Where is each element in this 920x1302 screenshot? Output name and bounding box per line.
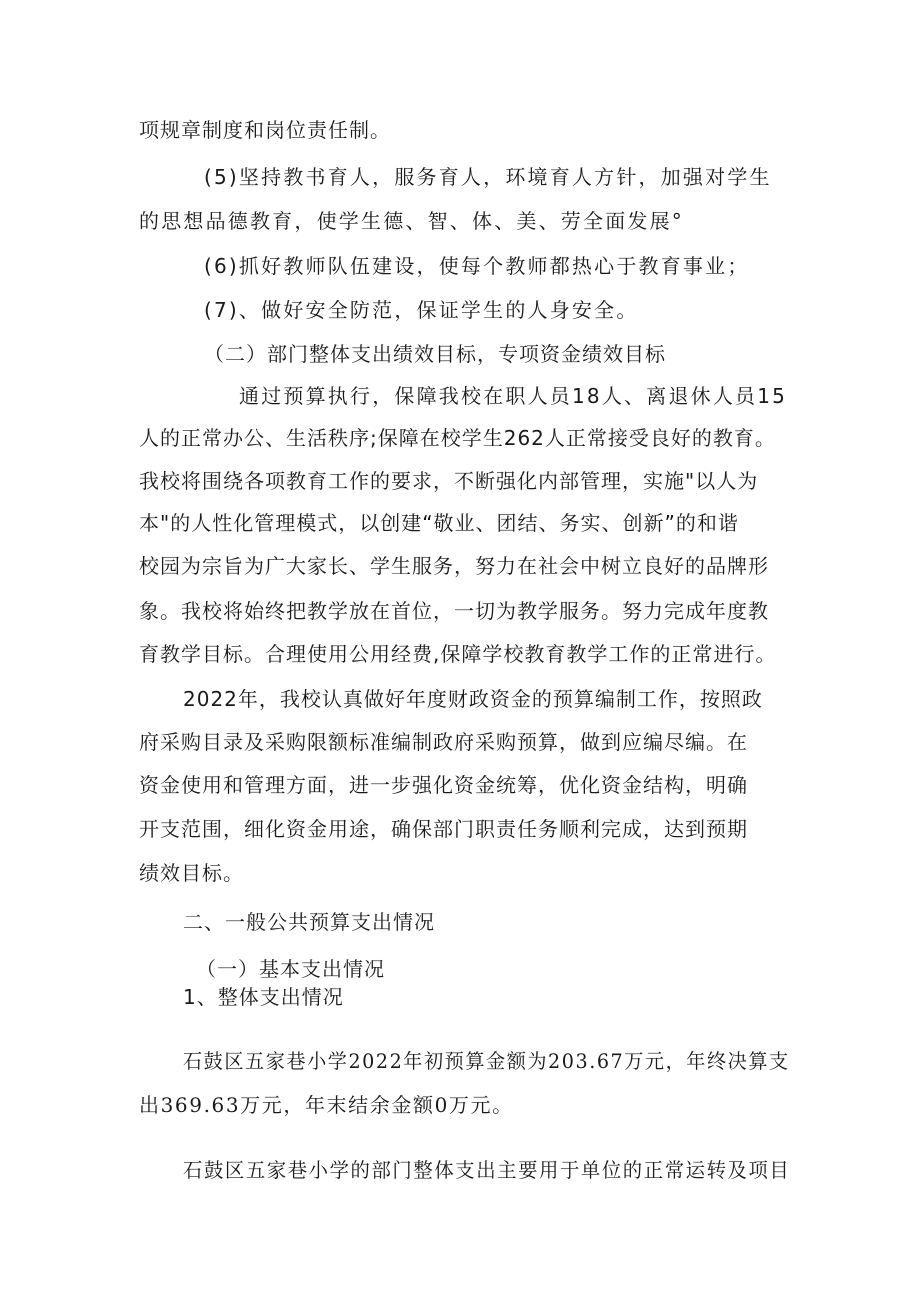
paragraph-line: 资金使用和管理方面，进一步强化资金统筹，优化资金结构，明确 [139, 773, 748, 797]
paragraph-line: 校园为宗旨为广大家长、学生服务，努力在社会中树立良好的品牌形 [139, 554, 769, 578]
paragraph-line: 府采购目录及采购限额标准编制政府采购预算，做到应编尽编。在 [139, 730, 748, 754]
paragraph-line: 绩效目标。 [139, 861, 244, 885]
paragraph-line: 的思想品德教育，使学生德、智、体、美、劳全面发展° [139, 209, 684, 233]
paragraph-line: 开支范围，细化资金用途，确保部门职责任务顺利完成，达到预期 [139, 817, 748, 841]
paragraph-line: 石鼓区五家巷小学的部门整体支出主要用于单位的正常运转及项目 [183, 1158, 791, 1182]
section-heading-general-budget: 二、一般公共预算支出情况 [183, 910, 435, 934]
paragraph-line: 石鼓区五家巷小学2022年初预算金额为203.67万元，年终决算支 [183, 1049, 790, 1073]
paragraph-line: 出369.63万元，年末结余金额0万元。 [139, 1093, 514, 1117]
paragraph-line: 育教学目标。合理使用公用经费,保障学校教育教学工作的正常进行。 [139, 642, 777, 666]
list-item-6: (6)抓好教师队伍建设，使每个教师都热心于教育事业； [204, 254, 750, 278]
subsection-heading-basic-expenditure: （一）基本支出情况 [196, 957, 385, 981]
paragraph-line: 项规章制度和岗位责任制。 [139, 118, 391, 142]
list-item-7: (7)、做好安全防范，保证学生的人身安全。 [204, 298, 639, 322]
paragraph-line: 我校将围绕各项教育工作的要求，不断强化内部管理，实施"以人为 [139, 469, 759, 493]
paragraph-line: 象。我校将始终把教学放在首位，一切为教学服务。努力完成年度教 [139, 599, 769, 623]
list-item-5: (5)坚持教书育人，服务育人，环境育人方针，加强对学生 [204, 165, 772, 189]
paragraph-line: 2022年，我校认真做好年度财政资金的预算编制工作，按照政 [183, 687, 763, 711]
paragraph-line: 通过预算执行，保障我校在职人员18人、离退休人员15 [239, 384, 788, 408]
subsection-heading-performance-goals: （二）部门整体支出绩效目标，专项资金绩效目标 [204, 342, 666, 366]
item-heading-overall-expenditure: 1、整体支出情况 [183, 985, 344, 1009]
paragraph-line: 人的正常办公、生活秩序;保障在校学生262人正常接受良好的教育。 [139, 426, 776, 450]
paragraph-line: 本"的人性化管理模式，以创建“敬业、团结、务实、创新”的和谐 [139, 511, 739, 535]
